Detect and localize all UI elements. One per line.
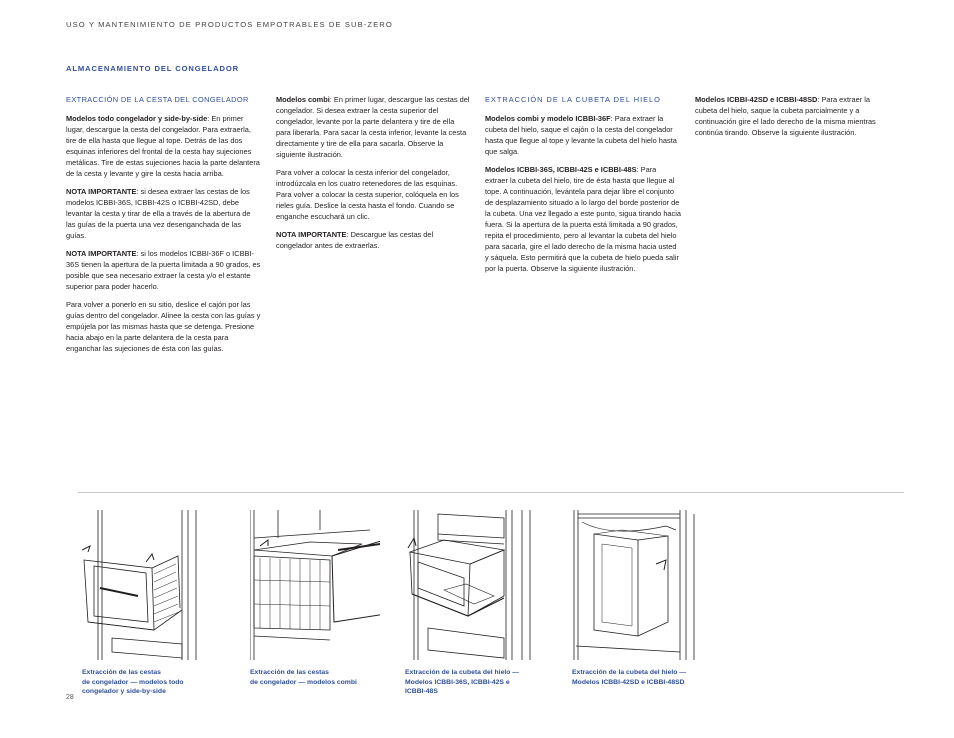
paragraph-text: : si desea extraer las cestas de los modelos ICBBI-36S, ICBBI-42S o ICBBI-42SD, debe levantar la cesta y tirar de ella a través de la abertura de las guías de la puerta una vez desenganchada de las guías. [66, 187, 251, 240]
divider-rule [78, 492, 904, 493]
illustration-ice-bin-36s [404, 510, 534, 660]
running-header: USO Y MANTENIMIENTO DE PRODUCTOS EMPOTRABLES DE SUB-ZERO [66, 20, 393, 29]
paragraph-text: : En primer lugar, descargue la cesta del congelador. Para extraerla, tire de ella hasta que llegue al tope. Detrás de las dos esquinas inferiores del frontal de la cesta hay sujeciones metálicas. Tire de estas sujeciones hacia la parte delantera de la cesta y levante y gire la cesta hacia arriba. [66, 114, 260, 178]
paragraph [276, 229, 471, 251]
page-number: 28 [66, 694, 74, 701]
paragraph [66, 186, 261, 241]
paragraph-text: : Para extraer la cubeta del hielo, saque la cubeta parcialmente y a continuación gire el lado derecho de la misma mientras continúa tirando. Observe la siguiente ilustración. [695, 95, 876, 137]
figure-caption: Extracción de las cestas de congelador — modelos combi [250, 669, 357, 686]
paragraph [276, 94, 471, 160]
paragraph [485, 164, 681, 274]
paragraph-text: Para volver a ponerlo en su sitio, deslice el cajón por las guías dentro del congelador. Alinee la cesta con las guías y empújela por las mismas hasta que se detenga. Presione hacia abajo en la parte delantera de la cesta para enganchar las sujeciones de ésta con las guías. [66, 300, 261, 353]
paragraph [485, 113, 681, 157]
paragraph [695, 94, 891, 138]
paragraph-text: : Para extraer la cubeta del hielo, saque el cajón o la cesta del congelador hasta que llegue al tope y levante la cubeta del hielo hasta que salga. [485, 114, 677, 156]
bold-lead: Modelos combi y modelo ICBBI-36F [485, 114, 611, 123]
paragraph-text: : En primer lugar, descargue las cestas del congelador. Si desea extraer la cesta superior del congelador, levante por la parte delantera y tire de ella para liberarla. Para sacar la cesta inferior, levante la cesta directamente y tire de ella para sacarla. Observe la siguiente ilustración. [276, 95, 470, 159]
section-title: ALMACENAMIENTO DEL CONGELADOR [66, 64, 240, 73]
bold-lead: NOTA IMPORTANTE [276, 230, 347, 239]
bold-lead: Modelos ICBBI-42SD e ICBBI-48SD [695, 95, 818, 104]
subsection-heading: EXTRACCIÓN DE LA CESTA DEL CONGELADOR [66, 95, 249, 104]
figure-caption: Extracción de las cestas de congelador — modelos todo congelador y side-by-side [82, 669, 184, 695]
paragraph-text: : Para extraer la cubeta del hielo, tire de ésta hasta que llegue al tope. A continuación, levántela para dejar libre el conjunto de desplazamiento situado a lo largo del borde posterior de la cubeta. Una vez llegado a este punto, sigua tirando hacia fuera. Si la apertura de la puerta está limitada a 90 grados, repita el procedimiento, pero al levantar la cubeta del hielo para sacarla, gire el lado derecho de la misma hacia usted y sáquela. Esto permitirá que la cubeta de hielo pueda salir por la puerta. Observe la siguiente ilustración. [485, 165, 681, 273]
figure-caption: Extracción de la cubeta del hielo — Modelos ICBBI-36S, ICBBI-42S e ICBBI-48S [405, 669, 520, 695]
paragraph [66, 299, 261, 354]
bold-lead: NOTA IMPORTANTE [66, 249, 137, 258]
illustration-basket-combi [250, 510, 380, 660]
paragraph [66, 248, 261, 292]
bold-lead: NOTA IMPORTANTE [66, 187, 137, 196]
bold-lead: Modelos ICBBI-36S, ICBBI-42S e ICBBI-48S [485, 165, 637, 174]
illustration-ice-bin-42sd [572, 510, 702, 660]
paragraph-text: : Descargue las cestas del congelador antes de extraerlas. [276, 230, 434, 250]
subsection-heading: EXTRACCIÓN DE LA CUBETA DEL HIELO [485, 95, 661, 104]
paragraph-text: Para volver a colocar la cesta inferior del congelador, introdúzcala en los cuatro retenedores de las esquinas. Para volver a colocar la cesta superior, colóquela en los rieles guía. Deslice la cesta hasta el fondo. Cuando se enganche escuchará un clic. [276, 168, 459, 221]
paragraph [276, 167, 471, 222]
illustration-basket-side-by-side [82, 510, 212, 660]
column-sd-models [695, 94, 891, 145]
column-combi-models [276, 94, 471, 258]
column-basket-removal [66, 94, 261, 361]
bold-lead: Modelos todo congelador y side-by-side [66, 114, 208, 123]
paragraph [66, 113, 261, 179]
paragraph-text: : si los modelos ICBBI-36F o ICBBI-36S tienen la apertura de la puerta limitada a 90 grados, es posible que sea necesario extraer la cesta y/o el estante superior para poder hacerlo. [66, 249, 261, 291]
bold-lead: Modelos combi [276, 95, 330, 104]
column-ice-bin-removal [485, 94, 681, 281]
figure-caption: Extracción de la cubeta del hielo — Modelos ICBBI-42SD e ICBBI-48SD [572, 669, 687, 686]
